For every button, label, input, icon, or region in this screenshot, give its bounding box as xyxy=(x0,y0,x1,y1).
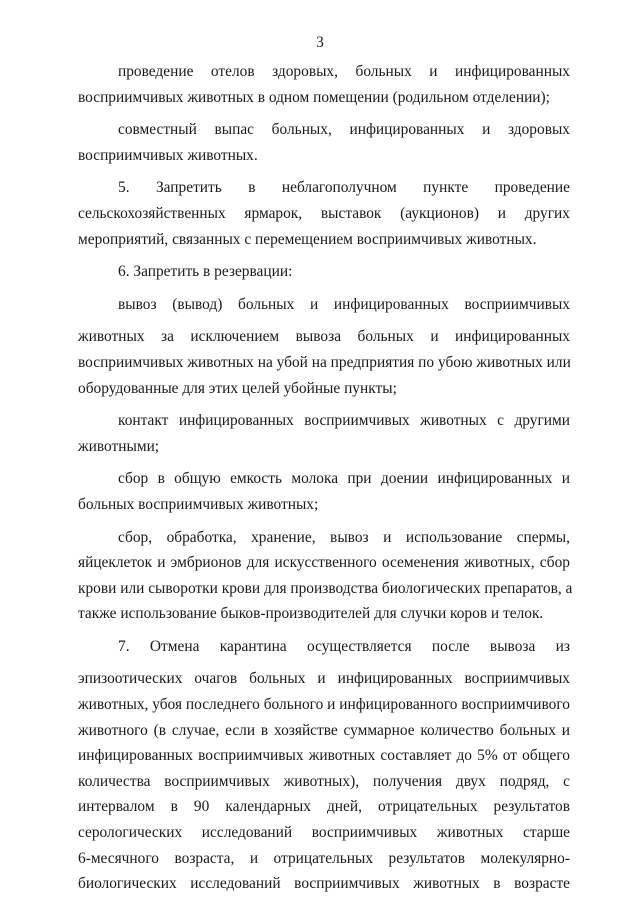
text-line: эпизоотических очагов больных и инфицированных восприимчивых xyxy=(78,670,570,688)
document-body xyxy=(78,59,573,897)
text-line: 6. Запретить в резервации: xyxy=(118,263,293,281)
text-line: 7. Отмена карантина осуществляется после вывоза из xyxy=(118,637,570,655)
text-line: яйцеклеток и эмбрионов для искусственного осеменения животных, сбор xyxy=(78,554,570,572)
text-line: количества восприимчивых животных), получения двух подряд, с xyxy=(78,772,570,790)
text-line: сельскохозяйственных ярмарок, выставок (аукционов) и других xyxy=(78,204,570,222)
page-number: 3 xyxy=(316,34,324,51)
text-line: 5. Запретить в неблагополучном пункте проведение xyxy=(118,179,570,197)
text-line: оборудованные для этих целей убойные пункты; xyxy=(78,379,397,397)
text-line: восприимчивых животных в одном помещении (родильном отделении); xyxy=(78,88,550,106)
text-line: вывоз (вывод) больных и инфицированных восприимчивых xyxy=(118,295,570,313)
text-line: сбор, обработка, хранение, вывоз и использование спермы, xyxy=(118,528,570,546)
text-line: совместный выпас больных, инфицированных и здоровых xyxy=(118,121,570,139)
text-line: также использование быков-производителей для случки коров и телок. xyxy=(78,605,544,623)
text-line: сбор в общую емкость молока при доении инфицированных и xyxy=(118,470,570,488)
text-line: инфицированных восприимчивых животных составляет до 5% от общего xyxy=(78,747,570,765)
text-line: животных, убоя последнего больного и инфицированного восприимчивого xyxy=(78,696,570,714)
text-line: больных восприимчивых животных; xyxy=(78,495,319,513)
text-line: животного (в случае, если в хозяйстве суммарное количество больных и xyxy=(78,721,570,739)
text-line: восприимчивых животных. xyxy=(78,146,258,164)
text-line: интервалом в 90 календарных дней, отрицательных результатов xyxy=(78,798,570,816)
text-line: восприимчивых животных на убой на предприятия по убою животных или xyxy=(78,353,571,371)
text-line: 6-месячного возраста, и отрицательных результатов молекулярно- xyxy=(78,849,570,867)
text-line: контакт инфицированных восприимчивых животных с другими xyxy=(118,412,570,430)
text-line: крови или сыворотки крови для производства биологических препаратов, а xyxy=(78,579,573,597)
text-line: мероприятий, связанных с перемещением восприимчивых животных. xyxy=(78,230,537,248)
text-line: серологических исследований восприимчивых животных старше xyxy=(78,824,570,842)
text-line: проведение отелов здоровых, больных и инфицированных xyxy=(118,63,570,80)
text-line: биологических исследований восприимчивых животных в возрасте xyxy=(78,875,570,893)
text-line: животных за исключением вывоза больных и инфицированных xyxy=(78,328,570,346)
text-line: животными; xyxy=(78,437,160,455)
